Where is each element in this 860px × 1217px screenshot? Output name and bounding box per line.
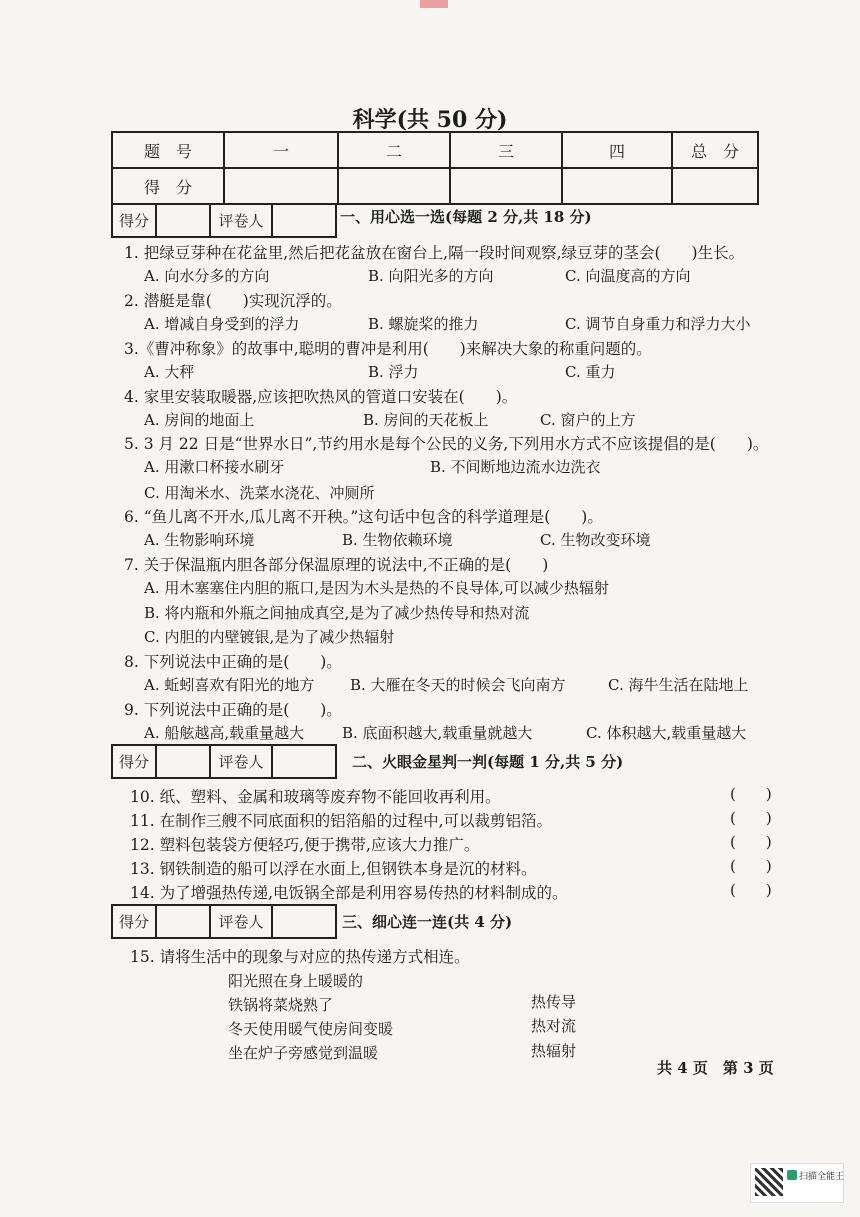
question-2: 2. 潜艇是靠( )实现沉浮的。 — [124, 292, 342, 310]
score-header-cell: 题 号 — [112, 132, 224, 168]
heat-transfer-item[interactable]: 热传导 — [531, 993, 577, 1011]
answer-paren-11[interactable]: ( ) — [730, 809, 772, 827]
section2-score-box — [111, 744, 337, 779]
grader-label: 评卷人 — [211, 746, 273, 777]
q1-option-a: A. 向水分多的方向 — [144, 267, 270, 285]
score-box-label: 得分 — [113, 746, 157, 777]
q6-option-b: B. 生物依赖环境 — [342, 531, 453, 549]
score-header-cell: 总 分 — [672, 132, 758, 168]
score-cell[interactable] — [224, 168, 338, 204]
question-10: 10. 纸、塑料、金属和玻璃等废弃物不能回收再利用。 — [130, 788, 501, 806]
q6-option-a: A. 生物影响环境 — [144, 531, 255, 549]
q6-option-c: C. 生物改变环境 — [540, 531, 651, 549]
score-cell[interactable] — [450, 168, 562, 204]
question-3: 3.《曹冲称象》的故事中,聪明的曹冲是利用( )来解决大象的称重问题的。 — [124, 340, 652, 358]
score-header-cell: 一 — [224, 132, 338, 168]
score-cell[interactable] — [338, 168, 450, 204]
score-cell[interactable] — [562, 168, 672, 204]
heat-transfer-item[interactable]: 热对流 — [531, 1017, 577, 1035]
q1-option-c: C. 向温度高的方向 — [565, 267, 691, 285]
grader-label: 评卷人 — [211, 906, 273, 937]
score-row-label: 得 分 — [112, 168, 224, 204]
heat-transfer-item[interactable]: 热辐射 — [531, 1042, 577, 1060]
logo-text: 扫描全能王 — [799, 1172, 845, 1182]
q5-option-b: B. 不间断地边流水边洗衣 — [430, 458, 601, 476]
grader-value[interactable] — [273, 746, 335, 777]
q9-option-b: B. 底面积越大,载重量就越大 — [342, 724, 533, 742]
q7-option-a: A. 用木塞塞住内胆的瓶口,是因为木头是热的不良导体,可以减少热辐射 — [144, 579, 609, 597]
score-box-label: 得分 — [113, 906, 157, 937]
q7-option-b: B. 将内瓶和外瓶之间抽成真空,是为了减少热传导和热对流 — [144, 604, 530, 622]
question-13: 13. 钢铁制造的船可以浮在水面上,但钢铁本身是沉的材料。 — [130, 860, 537, 878]
q7-option-c: C. 内胆的内壁镀银,是为了减少热辐射 — [144, 628, 395, 646]
section3-score-box — [111, 904, 337, 939]
answer-paren-10[interactable]: ( ) — [730, 785, 772, 803]
grader-value[interactable] — [273, 906, 335, 937]
answer-paren-14[interactable]: ( ) — [730, 881, 772, 899]
section1-header: 一、用心选一选(每题 2 分,共 18 分) — [340, 208, 592, 226]
phenomenon-item[interactable]: 阳光照在身上暖暖的 — [228, 972, 364, 990]
q4-option-c: C. 窗户的上方 — [540, 411, 636, 429]
grader-label: 评卷人 — [211, 205, 273, 236]
question-12: 12. 塑料包装袋方便轻巧,便于携带,应该大力推广。 — [130, 836, 480, 854]
q9-option-c: C. 体积越大,载重量越大 — [586, 724, 747, 742]
q8-option-a: A. 蚯蚓喜欢有阳光的地方 — [144, 676, 315, 694]
q8-option-c: C. 海牛生活在陆地上 — [608, 676, 749, 694]
score-table-score-row — [112, 168, 758, 204]
question-8: 8. 下列说法中正确的是( )。 — [124, 653, 342, 671]
score-box-value[interactable] — [157, 906, 211, 937]
question-6: 6. “鱼儿离不开水,瓜儿离不开秧。”这句话中包含的科学道理是( )。 — [124, 508, 603, 526]
q5-option-c: C. 用淘米水、洗菜水浇花、冲厕所 — [144, 484, 375, 502]
question-5: 5. 3 月 22 日是“世界水日”,节约用水是每个公民的义务,下列用水方式不应该提倡的是( )。 — [124, 435, 769, 453]
answer-paren-13[interactable]: ( ) — [730, 857, 772, 875]
score-header-cell: 二 — [338, 132, 450, 168]
question-9: 9. 下列说法中正确的是( )。 — [124, 701, 342, 719]
q3-option-b: B. 浮力 — [368, 363, 419, 381]
score-box-value[interactable] — [157, 205, 211, 236]
question-1: 1. 把绿豆芽种在花盆里,然后把花盆放在窗台上,隔一段时间观察,绿豆芽的茎会( )生长。 — [124, 244, 745, 262]
score-table — [111, 131, 759, 205]
top-edge-mark — [420, 0, 448, 8]
score-box-value[interactable] — [157, 746, 211, 777]
q3-option-c: C. 重力 — [565, 363, 616, 381]
score-header-cell: 三 — [450, 132, 562, 168]
q3-option-a: A. 大秤 — [144, 363, 195, 381]
section1-score-box — [111, 203, 337, 238]
grader-value[interactable] — [273, 205, 335, 236]
section2-header: 二、火眼金星判一判(每题 1 分,共 5 分) — [352, 753, 624, 771]
score-header-cell: 四 — [562, 132, 672, 168]
answer-paren-12[interactable]: ( ) — [730, 833, 772, 851]
phenomenon-item[interactable]: 坐在炉子旁感觉到温暖 — [228, 1044, 379, 1062]
q4-option-b: B. 房间的天花板上 — [363, 411, 489, 429]
phenomenon-item[interactable]: 铁锅将菜烧熟了 — [228, 996, 334, 1014]
q1-option-b: B. 向阳光多的方向 — [368, 267, 494, 285]
page-footer: 共 4 页 第 3 页 — [657, 1059, 774, 1077]
question-11: 11. 在制作三艘不同底面积的铝箔船的过程中,可以裁剪铝箔。 — [130, 812, 553, 830]
q8-option-b: B. 大雁在冬天的时候会飞向南方 — [350, 676, 566, 694]
q2-option-b: B. 螺旋桨的推力 — [368, 315, 479, 333]
scanner-logo — [750, 1163, 844, 1203]
section3-header: 三、细心连一连(共 4 分) — [342, 913, 513, 931]
q4-option-a: A. 房间的地面上 — [144, 411, 255, 429]
question-15: 15. 请将生活中的现象与对应的热传递方式相连。 — [130, 948, 470, 966]
question-14: 14. 为了增强热传递,电饭锅全部是利用容易传热的材料制成的。 — [130, 884, 568, 902]
q9-option-a: A. 船舷越高,载重量越大 — [144, 724, 305, 742]
page-title: 科学(共 50 分) — [352, 107, 508, 133]
score-table-header-row — [112, 132, 758, 168]
question-7: 7. 关于保温瓶内胆各部分保温原理的说法中,不正确的是( ) — [124, 556, 549, 574]
score-box-label: 得分 — [113, 205, 157, 236]
q5-option-a: A. 用漱口杯接水刷牙 — [144, 458, 285, 476]
app-logo-icon — [787, 1170, 797, 1180]
phenomenon-item[interactable]: 冬天使用暖气使房间变暖 — [228, 1020, 394, 1038]
q2-option-a: A. 增减自身受到的浮力 — [144, 315, 300, 333]
question-4: 4. 家里安装取暖器,应该把吹热风的管道口安装在( )。 — [124, 388, 518, 406]
score-cell[interactable] — [672, 168, 758, 204]
q2-option-c: C. 调节自身重力和浮力大小 — [565, 315, 751, 333]
qr-code-icon — [755, 1168, 783, 1196]
